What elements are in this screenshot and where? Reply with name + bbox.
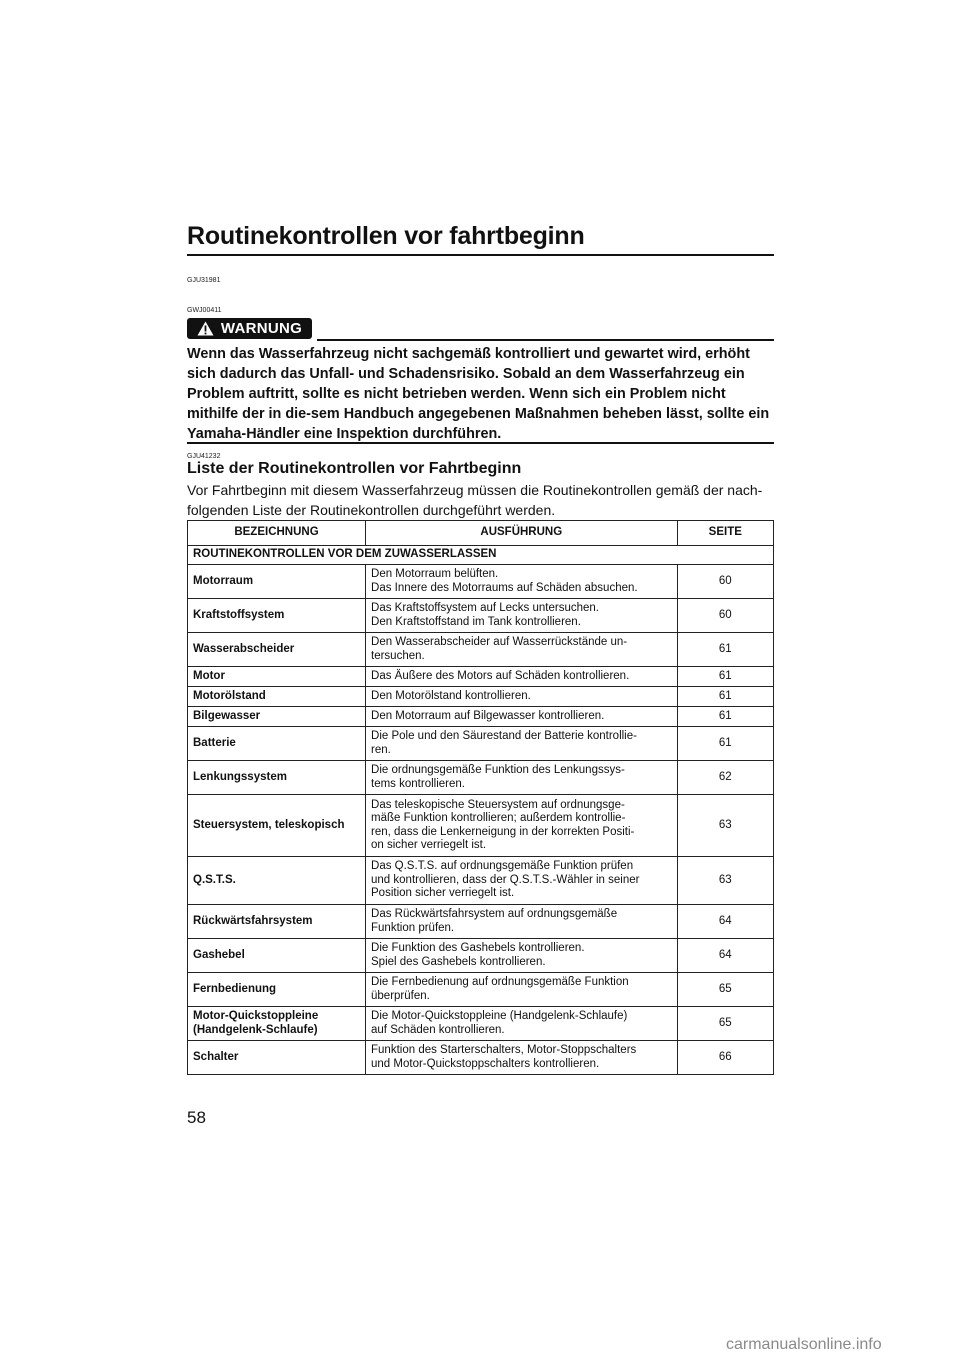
check-description: Die Fernbedienung auf ordnungsgemäße Funktion überprüfen. <box>366 973 678 1007</box>
check-description: Den Motorraum auf Bilgewasser kontrollieren. <box>366 707 678 727</box>
check-item: Bilgewasser <box>188 707 366 727</box>
page-title: Routinekontrollen vor fahrtbeginn <box>187 222 585 250</box>
table-row <box>188 761 774 795</box>
check-description: Das Rückwärtsfahrsystem auf ordnungsgemäße Funktion prüfen. <box>366 905 678 939</box>
check-description: Die Motor-Quickstoppleine (Handgelenk-Schlaufe) auf Schäden kontrollieren. <box>366 1007 678 1041</box>
check-page: 61 <box>677 633 773 667</box>
table-row <box>188 687 774 707</box>
watermark: carmanualsonline.info <box>726 1336 882 1353</box>
check-item: Kraftstoffsystem <box>188 599 366 633</box>
table-row <box>188 939 774 973</box>
check-page: 64 <box>677 905 773 939</box>
check-item: Lenkungssystem <box>188 761 366 795</box>
table-row <box>188 727 774 761</box>
routine-check-table <box>187 520 774 1075</box>
check-page: 63 <box>677 795 773 857</box>
check-description: Das Kraftstoffsystem auf Lecks untersuchen. Den Kraftstoffstand im Tank kontrollieren. <box>366 599 678 633</box>
check-item: Motorölstand <box>188 687 366 707</box>
warning-text: Wenn das Wasserfahrzeug nicht sachgemäß kontrolliert und gewartet wird, erhöht sich dadurch das Unfall- und Schadensrisiko. Sobald an dem Wasserfahrzeug ein Problem auftritt, sollte es nicht betrieben werden. Wenn sich ein Problem nicht mithilfe der in die-sem Handbuch angegebenen Maßnahmen beheben lässt, sollte ein Yamaha-Händler eine Inspektion durchführen. <box>187 346 770 442</box>
check-item: Batterie <box>188 727 366 761</box>
check-page: 64 <box>677 939 773 973</box>
table-row <box>188 795 774 857</box>
check-description: Den Motorölstand kontrollieren. <box>366 687 678 707</box>
check-description: Das Äußere des Motors auf Schäden kontrollieren. <box>366 667 678 687</box>
check-page: 61 <box>677 687 773 707</box>
header-bezeichnung: BEZEICHNUNG <box>188 521 366 546</box>
table-row <box>188 905 774 939</box>
check-page: 62 <box>677 761 773 795</box>
check-description: Die ordnungsgemäße Funktion des Lenkungssys- tems kontrollieren. <box>366 761 678 795</box>
check-page: 65 <box>677 1007 773 1041</box>
check-page: 66 <box>677 1041 773 1075</box>
table-row <box>188 973 774 1007</box>
check-description: Den Motorraum belüften. Das Innere des Motorraums auf Schäden absuchen. <box>366 565 678 599</box>
warning-label: WARNUNG <box>220 320 303 337</box>
table-row <box>188 707 774 727</box>
check-description: Den Wasserabscheider auf Wasserrückstände un- tersuchen. <box>366 633 678 667</box>
group-label: ROUTINEKONTROLLEN VOR DEM ZUWASSERLASSEN <box>188 546 774 565</box>
warning-triangle-icon <box>197 321 214 336</box>
check-item: Fernbedienung <box>188 973 366 1007</box>
table-row <box>188 857 774 905</box>
table-row <box>188 633 774 667</box>
warning-badge <box>187 318 312 339</box>
table-row <box>188 1041 774 1075</box>
subsection-code: GJU41232 <box>187 453 221 460</box>
check-page: 61 <box>677 667 773 687</box>
page-number: 58 <box>187 1108 206 1127</box>
section-title: Liste der Routinekontrollen vor Fahrtbeginn <box>187 460 522 477</box>
header-ausfuehrung: AUSFÜHRUNG <box>366 521 678 546</box>
warning-code: GWJ00411 <box>187 307 222 314</box>
table-row <box>188 1007 774 1041</box>
check-item: Steuersystem, teleskopisch <box>188 795 366 857</box>
warning-rule <box>317 339 774 341</box>
header-seite: SEITE <box>677 521 773 546</box>
check-item: Wasserabscheider <box>188 633 366 667</box>
check-description: Funktion des Starterschalters, Motor-Stoppschalters und Motor-Quickstoppschalters kontrollieren. <box>366 1041 678 1075</box>
table-group-row <box>188 546 774 565</box>
check-page: 61 <box>677 727 773 761</box>
check-page: 65 <box>677 973 773 1007</box>
intro-paragraph: Vor Fahrtbeginn mit diesem Wasserfahrzeug müssen die Routinekontrollen gemäß der nach-folgenden Liste der Routinekontrollen durchgeführt werden. <box>187 482 763 518</box>
check-description: Die Pole und den Säurestand der Batterie kontrollie- ren. <box>366 727 678 761</box>
table-header-row <box>188 521 774 546</box>
table-row <box>188 565 774 599</box>
check-item: Gashebel <box>188 939 366 973</box>
table-row <box>188 667 774 687</box>
check-item: Motor-Quickstoppleine (Handgelenk-Schlaufe) <box>188 1007 366 1041</box>
warning-bottom-rule <box>187 442 774 444</box>
check-item: Schalter <box>188 1041 366 1075</box>
check-page: 60 <box>677 599 773 633</box>
check-page: 61 <box>677 707 773 727</box>
table-row <box>188 599 774 633</box>
title-rule <box>187 254 774 256</box>
check-description: Das teleskopische Steuersystem auf ordnungsge- mäße Funktion kontrollieren; außerdem kontrollie- ren, dass die Lenkerneigung in der korrekten Positi- on sicher verriegelt ist. <box>366 795 678 857</box>
check-item: Rückwärtsfahrsystem <box>188 905 366 939</box>
check-page: 63 <box>677 857 773 905</box>
check-page: 60 <box>677 565 773 599</box>
check-item: Q.S.T.S. <box>188 857 366 905</box>
check-item: Motor <box>188 667 366 687</box>
check-item: Motorraum <box>188 565 366 599</box>
check-description: Die Funktion des Gashebels kontrollieren. Spiel des Gashebels kontrollieren. <box>366 939 678 973</box>
check-description: Das Q.S.T.S. auf ordnungsgemäße Funktion prüfen und kontrollieren, dass der Q.S.T.S.-Wähler in seiner Position sicher verriegelt ist. <box>366 857 678 905</box>
section-code: GJU31981 <box>187 277 221 284</box>
